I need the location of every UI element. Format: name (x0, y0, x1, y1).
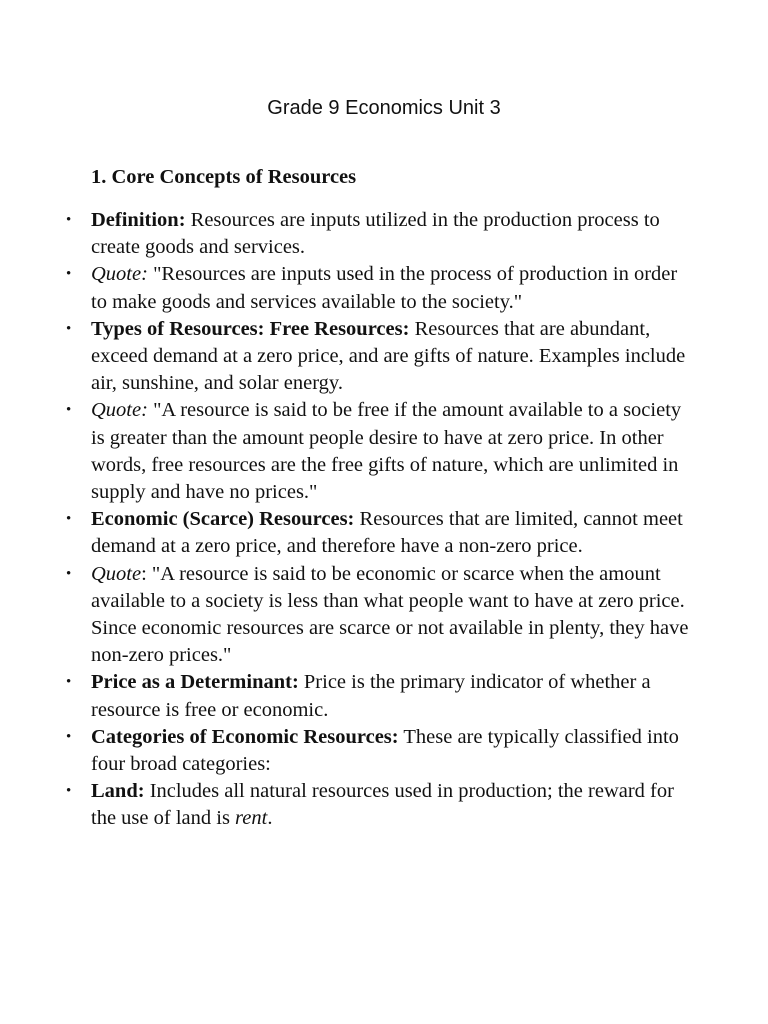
bullet-icon: • (66, 565, 72, 582)
list-item (66, 397, 691, 506)
bullet-icon: • (66, 674, 72, 691)
list-item (66, 207, 691, 261)
bullet-icon: • (66, 728, 72, 745)
bullet-icon: • (66, 783, 72, 800)
item-lead: Quote: (91, 399, 148, 422)
list-item (66, 778, 691, 832)
item-text: "Resources are inputs used in the process of production in order to make goods and services available to the society." (91, 263, 678, 313)
item-text: These are typically classified into four broad categories: (91, 725, 679, 776)
item-lead: Economic (Scarce) Resources: (91, 508, 355, 531)
item-text: Resources that are abundant, exceed demand at a zero price, and are gifts of nature. Examples include air, sunshine, and solar energy. (91, 317, 686, 395)
item-text: Includes all natural resources used in production; the reward for the use of land is (91, 780, 674, 830)
bullet-icon: • (66, 320, 72, 337)
item-lead: Land: (91, 780, 145, 803)
item-text: "A resource is said to be free if the amount available to a society is greater than the amount people desire to have at zero price. In other words, free resources are the free gifts of nature, which are unlimited in supply and have no prices." (91, 399, 682, 504)
list-item (66, 669, 691, 723)
item-lead: Definition: (91, 209, 186, 231)
bullet-icon: • (66, 212, 72, 228)
item-lead: Quote (91, 562, 142, 585)
item-lead: Categories of Economic Resources: (91, 725, 399, 748)
bullet-icon: • (66, 402, 72, 419)
list-item (66, 316, 691, 398)
list-item (66, 561, 691, 670)
item-lead: Quote: (91, 263, 148, 286)
item-text: Price is the primary indicator of whether a resource is free or economic. (91, 671, 651, 721)
item-text: : "A resource is said to be economic or scarce when the amount available to a society is less than what people want to have at zero price. Since economic resources are scarce or not available in plenty, they have non-zero prices." (91, 562, 689, 667)
bullet-icon: • (66, 511, 72, 528)
section-heading: 1. Core Concepts of Resources (91, 166, 357, 188)
list-item (66, 261, 691, 315)
bullet-icon: • (66, 266, 72, 283)
document-title: Grade 9 Economics Unit 3 (267, 97, 501, 119)
item-emphasis: rent (235, 807, 268, 830)
bullet-list (66, 207, 691, 833)
list-item (66, 724, 691, 778)
item-lead: Price as a Determinant: (91, 671, 299, 694)
item-text: Resources are inputs utilized in the production process to create goods and services. (91, 209, 660, 259)
item-tail: . (267, 807, 273, 830)
item-lead: Types of Resources: Free Resources: (91, 317, 410, 340)
item-text: Resources that are limited, cannot meet demand at a zero price, and therefore have a non-zero price. (91, 508, 683, 558)
list-item (66, 506, 691, 560)
